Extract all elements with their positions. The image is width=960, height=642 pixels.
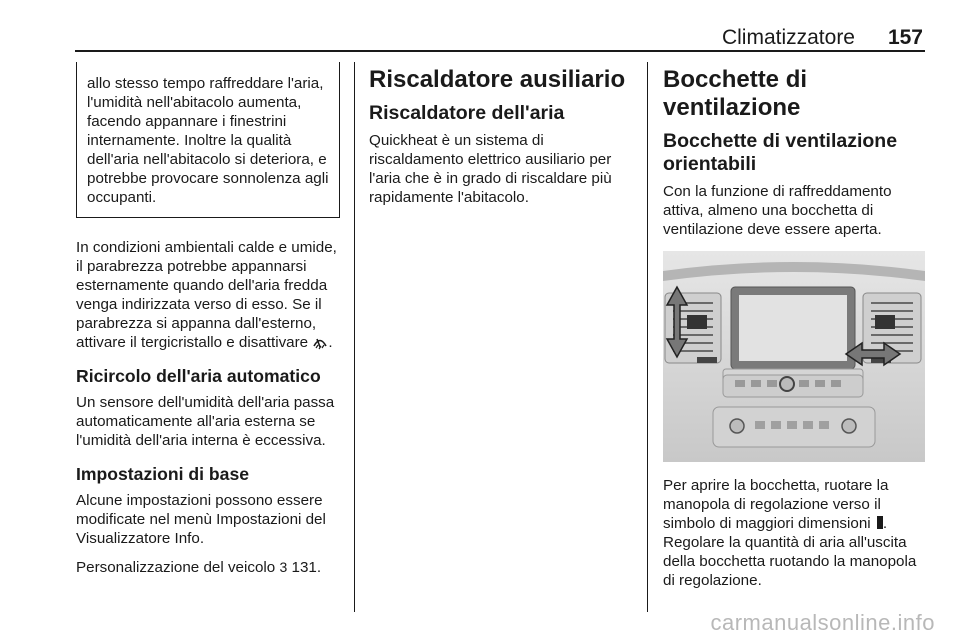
page-header bbox=[75, 26, 925, 48]
page-reference-arrow-icon: 3 bbox=[279, 559, 288, 575]
basic-settings-text: Alcune impostazioni possono essere modificate nel menù Impostazioni del Visualizzatore Info. bbox=[76, 492, 326, 547]
heading-basic-settings: Impostazioni di base bbox=[76, 464, 250, 484]
column-middle bbox=[369, 62, 634, 207]
watermark: carmanualsonline.info bbox=[710, 610, 935, 635]
section-title: Climatizzatore bbox=[721, 26, 855, 49]
personalization-page: 131. bbox=[291, 559, 322, 576]
condensation-end: . bbox=[328, 334, 333, 351]
paragraph-condensation bbox=[76, 238, 340, 352]
column-left bbox=[76, 62, 340, 577]
note-text: allo stesso tempo raffreddare l'aria, l'umidità nell'abitacolo aumenta, facendo appannare i finestrini internamente. Inoltre la qualità dell'aria nell'abitacolo si deteriora, e potrebbe provocare sonnolenza agli occupanti. bbox=[87, 75, 329, 206]
vents-intro-text: Con la funzione di raffreddamento attiva, almeno una bocchetta di ventilazione deve essere aperta. bbox=[663, 183, 892, 238]
quickheat-text: Quickheat è un sistema di riscaldamento elettrico ausiliario per l'aria che è in grado di riscaldare più rapidamente l'abitacolo. bbox=[369, 132, 612, 206]
column-right bbox=[663, 62, 927, 590]
personalization-reference bbox=[76, 558, 340, 577]
page-number: 157 bbox=[887, 26, 923, 49]
heading-auto-recirculation: Ricircolo dell'aria automatico bbox=[76, 366, 321, 386]
open-vent-text: Per aprire la bocchetta, ruotare la manopola di regolazione verso il simbolo di maggiori dimensioni bbox=[663, 477, 889, 532]
heading-adjustable-vents: Bocchette di ventilazione orientabili bbox=[663, 130, 898, 175]
heading-air-heater: Riscaldatore dell'aria bbox=[369, 102, 565, 124]
personalization-text: Personalizzazione del veicolo bbox=[76, 559, 276, 576]
open-vent-end: . bbox=[882, 515, 888, 532]
dashboard-vents-illustration bbox=[663, 251, 925, 462]
open-vent-text-block bbox=[663, 476, 927, 533]
header-divider bbox=[75, 50, 925, 52]
condensation-text: In condizioni ambientali calde e umide, il parabrezza potrebbe appannarsi esternamente quando dell'aria fredda venga indirizzata verso di esso. Se il parabrezza si appanna dall'esterno, attivare il tergicristallo e disattivare bbox=[76, 239, 337, 351]
recirculation-text: Un sensore dell'umidità dell'aria passa automaticamente all'aria esterna se l'umidità dell'aria interna è eccessiva. bbox=[76, 394, 335, 449]
note-box bbox=[76, 62, 340, 218]
column-divider-2 bbox=[647, 62, 648, 612]
column-divider-1 bbox=[354, 62, 355, 612]
heading-air-vents: Bocchette di ventilazione bbox=[663, 66, 808, 121]
heading-auxiliary-heater: Riscaldatore ausiliario bbox=[369, 66, 626, 93]
windshield-wiper-icon bbox=[312, 334, 328, 350]
adjust-vent-text: Regolare la quantità di aria all'uscita della bocchetta ruotando la manopola di regolazione. bbox=[663, 534, 917, 589]
